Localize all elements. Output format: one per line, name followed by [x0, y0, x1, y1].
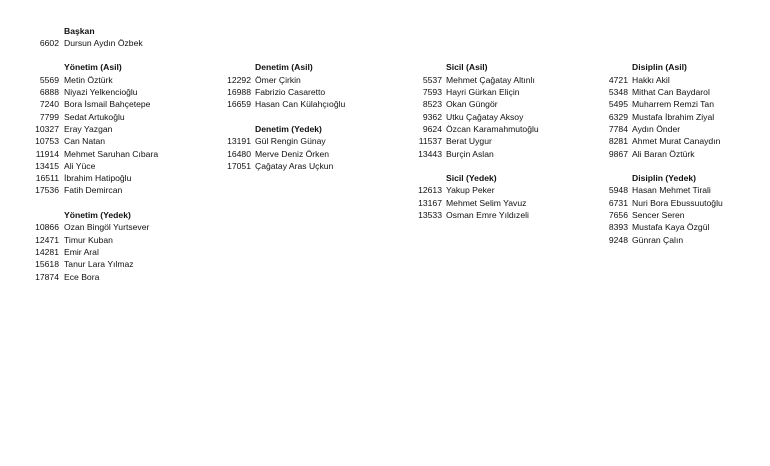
member-number: 5348 [608, 87, 628, 97]
member-name: Hasan Can Külahçıoğlu [255, 99, 346, 110]
member-name: Günran Çalın [632, 234, 684, 245]
member-number: 13443 [418, 148, 442, 159]
member-number: 10866 [35, 222, 59, 233]
member-number: 16511 [35, 173, 59, 184]
section-heading: Disiplin (Asil) [632, 62, 687, 73]
member-name: Mustafa Kaya Özgül [632, 222, 710, 233]
member-number: 17051 [227, 160, 251, 171]
member-name: Mehmet Saruhan Cıbara [64, 148, 159, 159]
section-heading: Yönetim (Asil) [64, 62, 122, 73]
member-number: 8393 [608, 222, 628, 233]
section-heading: Sicil (Asil) [446, 62, 488, 73]
member-number: 7593 [422, 87, 442, 97]
section-heading: Yönetim (Yedek) [64, 210, 131, 220]
member-name: Ahmet Murat Canaydın [632, 136, 721, 147]
member-name: Can Natan [64, 136, 106, 147]
member-name: Bora İsmail Bahçetepe [64, 99, 151, 110]
member-number: 17874 [35, 271, 59, 282]
member-name: Ali Yüce [64, 160, 96, 171]
member-name: Sencer Seren [632, 210, 685, 220]
member-number: 9867 [608, 148, 628, 159]
member-number: 7240 [39, 99, 59, 110]
member-name: Nuri Bora Ebussuutoğlu [632, 197, 723, 208]
member-name: İbrahim Hatipoğlu [64, 173, 132, 184]
member-number: 5569 [39, 74, 59, 85]
member-number: 12292 [227, 74, 251, 85]
member-number: 7799 [39, 111, 59, 122]
member-name: Çağatay Aras Uçkun [255, 160, 334, 171]
member-name: Osman Emre Yıldızeli [446, 210, 529, 220]
member-number: 13191 [227, 136, 251, 147]
member-number: 16988 [227, 87, 251, 97]
member-number: 10327 [35, 123, 59, 134]
member-number: 7656 [608, 210, 628, 220]
member-number: 9248 [608, 234, 628, 245]
section-heading: Sicil (Yedek) [446, 173, 497, 184]
member-name: Metin Öztürk [64, 74, 113, 85]
member-name: Fabrizio Casaretto [255, 87, 326, 97]
member-number: 16659 [227, 99, 251, 110]
member-number: 5495 [608, 99, 628, 110]
member-name: Sedat Artukoğlu [64, 111, 125, 122]
member-name: Ece Bora [64, 271, 100, 282]
section-heading: Denetim (Asil) [255, 62, 313, 73]
member-number: 12471 [35, 234, 59, 245]
member-number: 7784 [608, 123, 628, 134]
member-name: Yakup Peker [446, 185, 495, 196]
member-number: 9624 [422, 123, 442, 134]
section-heading: Disiplin (Yedek) [632, 173, 696, 184]
member-name: Niyazi Yelkencioğlu [64, 87, 138, 97]
member-name: Mehmet Çağatay Altınlı [446, 74, 535, 85]
member-name: Tanur Lara Yılmaz [64, 259, 134, 270]
member-number: 8523 [422, 99, 442, 110]
member-number: 8281 [608, 136, 628, 147]
member-name: Merve Deniz Örken [255, 148, 330, 159]
member-name: Eray Yazgan [64, 123, 113, 134]
section-heading: Başkan [64, 25, 95, 36]
member-number: 6602 [39, 37, 59, 48]
section-heading: Denetim (Yedek) [255, 123, 322, 134]
member-name: Okan Güngör [446, 99, 498, 110]
member-name: Hasan Mehmet Tirali [632, 185, 711, 196]
member-name: Timur Kuban [64, 234, 113, 245]
member-name: Emir Aral [64, 246, 99, 257]
member-name: Aydın Önder [632, 123, 681, 134]
member-number: 5948 [608, 185, 628, 196]
member-name: Mustafa İbrahim Ziyal [632, 111, 715, 122]
member-name: Ömer Çirkin [255, 74, 301, 85]
member-name: Hakkı Akil [632, 74, 670, 85]
member-number: 6329 [608, 111, 628, 122]
member-number: 11914 [35, 148, 59, 159]
member-number: 14281 [35, 246, 59, 257]
member-number: 5537 [422, 74, 442, 85]
member-number: 13533 [418, 210, 442, 220]
member-number: 11537 [418, 136, 442, 147]
member-number: 15618 [35, 259, 59, 270]
member-name: Utku Çağatay Aksoy [446, 111, 524, 122]
member-number: 16480 [227, 148, 251, 159]
member-name: Mithat Can Baydarol [632, 87, 710, 97]
member-name: Dursun Aydın Özbek [64, 37, 143, 48]
member-number: 9362 [422, 111, 442, 122]
member-name: Mehmet Selim Yavuz [446, 197, 527, 208]
member-name: Burçin Aslan [446, 148, 494, 159]
member-name: Fatih Demircan [64, 185, 123, 196]
member-number: 10753 [35, 136, 59, 147]
member-number: 17536 [35, 185, 59, 196]
member-name: Ozan Bingöl Yurtsever [64, 222, 150, 233]
member-name: Hayri Gürkan Eliçin [446, 87, 520, 97]
member-name: Muharrem Remzi Tan [632, 99, 714, 110]
member-number: 6731 [608, 197, 628, 208]
member-name: Berat Uygur [446, 136, 492, 147]
member-name: Ali Baran Öztürk [632, 148, 695, 159]
member-name: Özcan Karamahmutoğlu [446, 123, 539, 134]
member-number: 6888 [39, 87, 59, 97]
member-number: 13167 [418, 197, 442, 208]
member-number: 4721 [608, 74, 628, 85]
member-number: 12613 [418, 185, 442, 196]
member-name: Gül Rengin Günay [255, 136, 326, 147]
member-number: 13415 [35, 160, 59, 171]
